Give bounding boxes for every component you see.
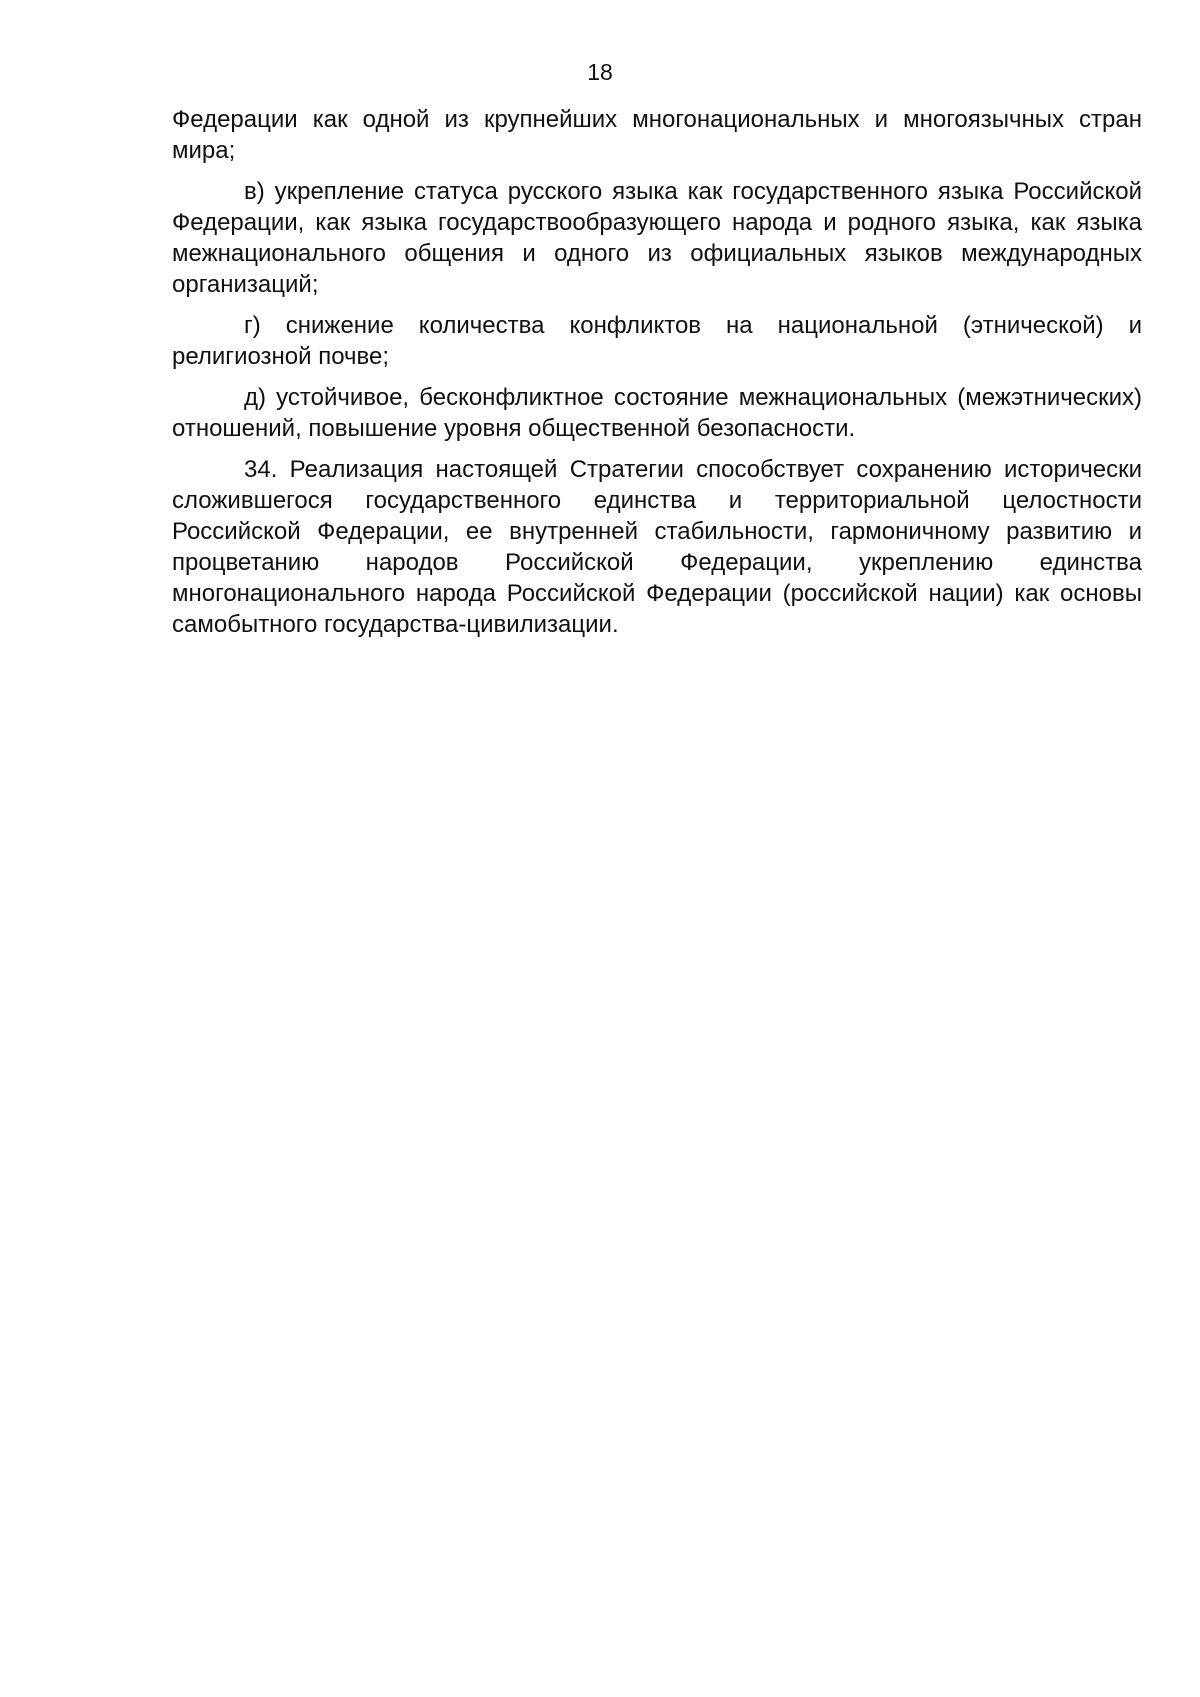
- paragraph-item-d: д) устойчивое, бесконфликтное состояние межнациональных (межэтнических) отношений, повышение уровня общественной безопасности.: [172, 384, 1142, 442]
- paragraph-item-g: г) снижение количества конфликтов на национальной (этнической) и религиозной почве;: [172, 312, 1142, 370]
- paragraph-continuation: Федерации как одной из крупнейших многонациональных и многоязычных стран мира;: [172, 106, 1142, 164]
- document-body: [172, 104, 1142, 650]
- paragraph-item-v: в) укрепление статуса русского языка как государственного языка Российской Федерации, как языка государствообразующего народа и родного языка, как языка межнационального общения и одного из официальных языков международных организаций;: [172, 178, 1142, 298]
- paragraph-34: 34. Реализация настоящей Стратегии способствует сохранению исторически сложившегося государственного единства и территориальной целостности Российской Федерации, ее внутренней стабильности, гармоничному развитию и процветанию народов Российской Федерации, укреплению единства многонационального народа Российской Федерации (российской нации) как основы самобытного государства-цивилизации.: [172, 456, 1142, 638]
- page-number: 18: [587, 59, 613, 85]
